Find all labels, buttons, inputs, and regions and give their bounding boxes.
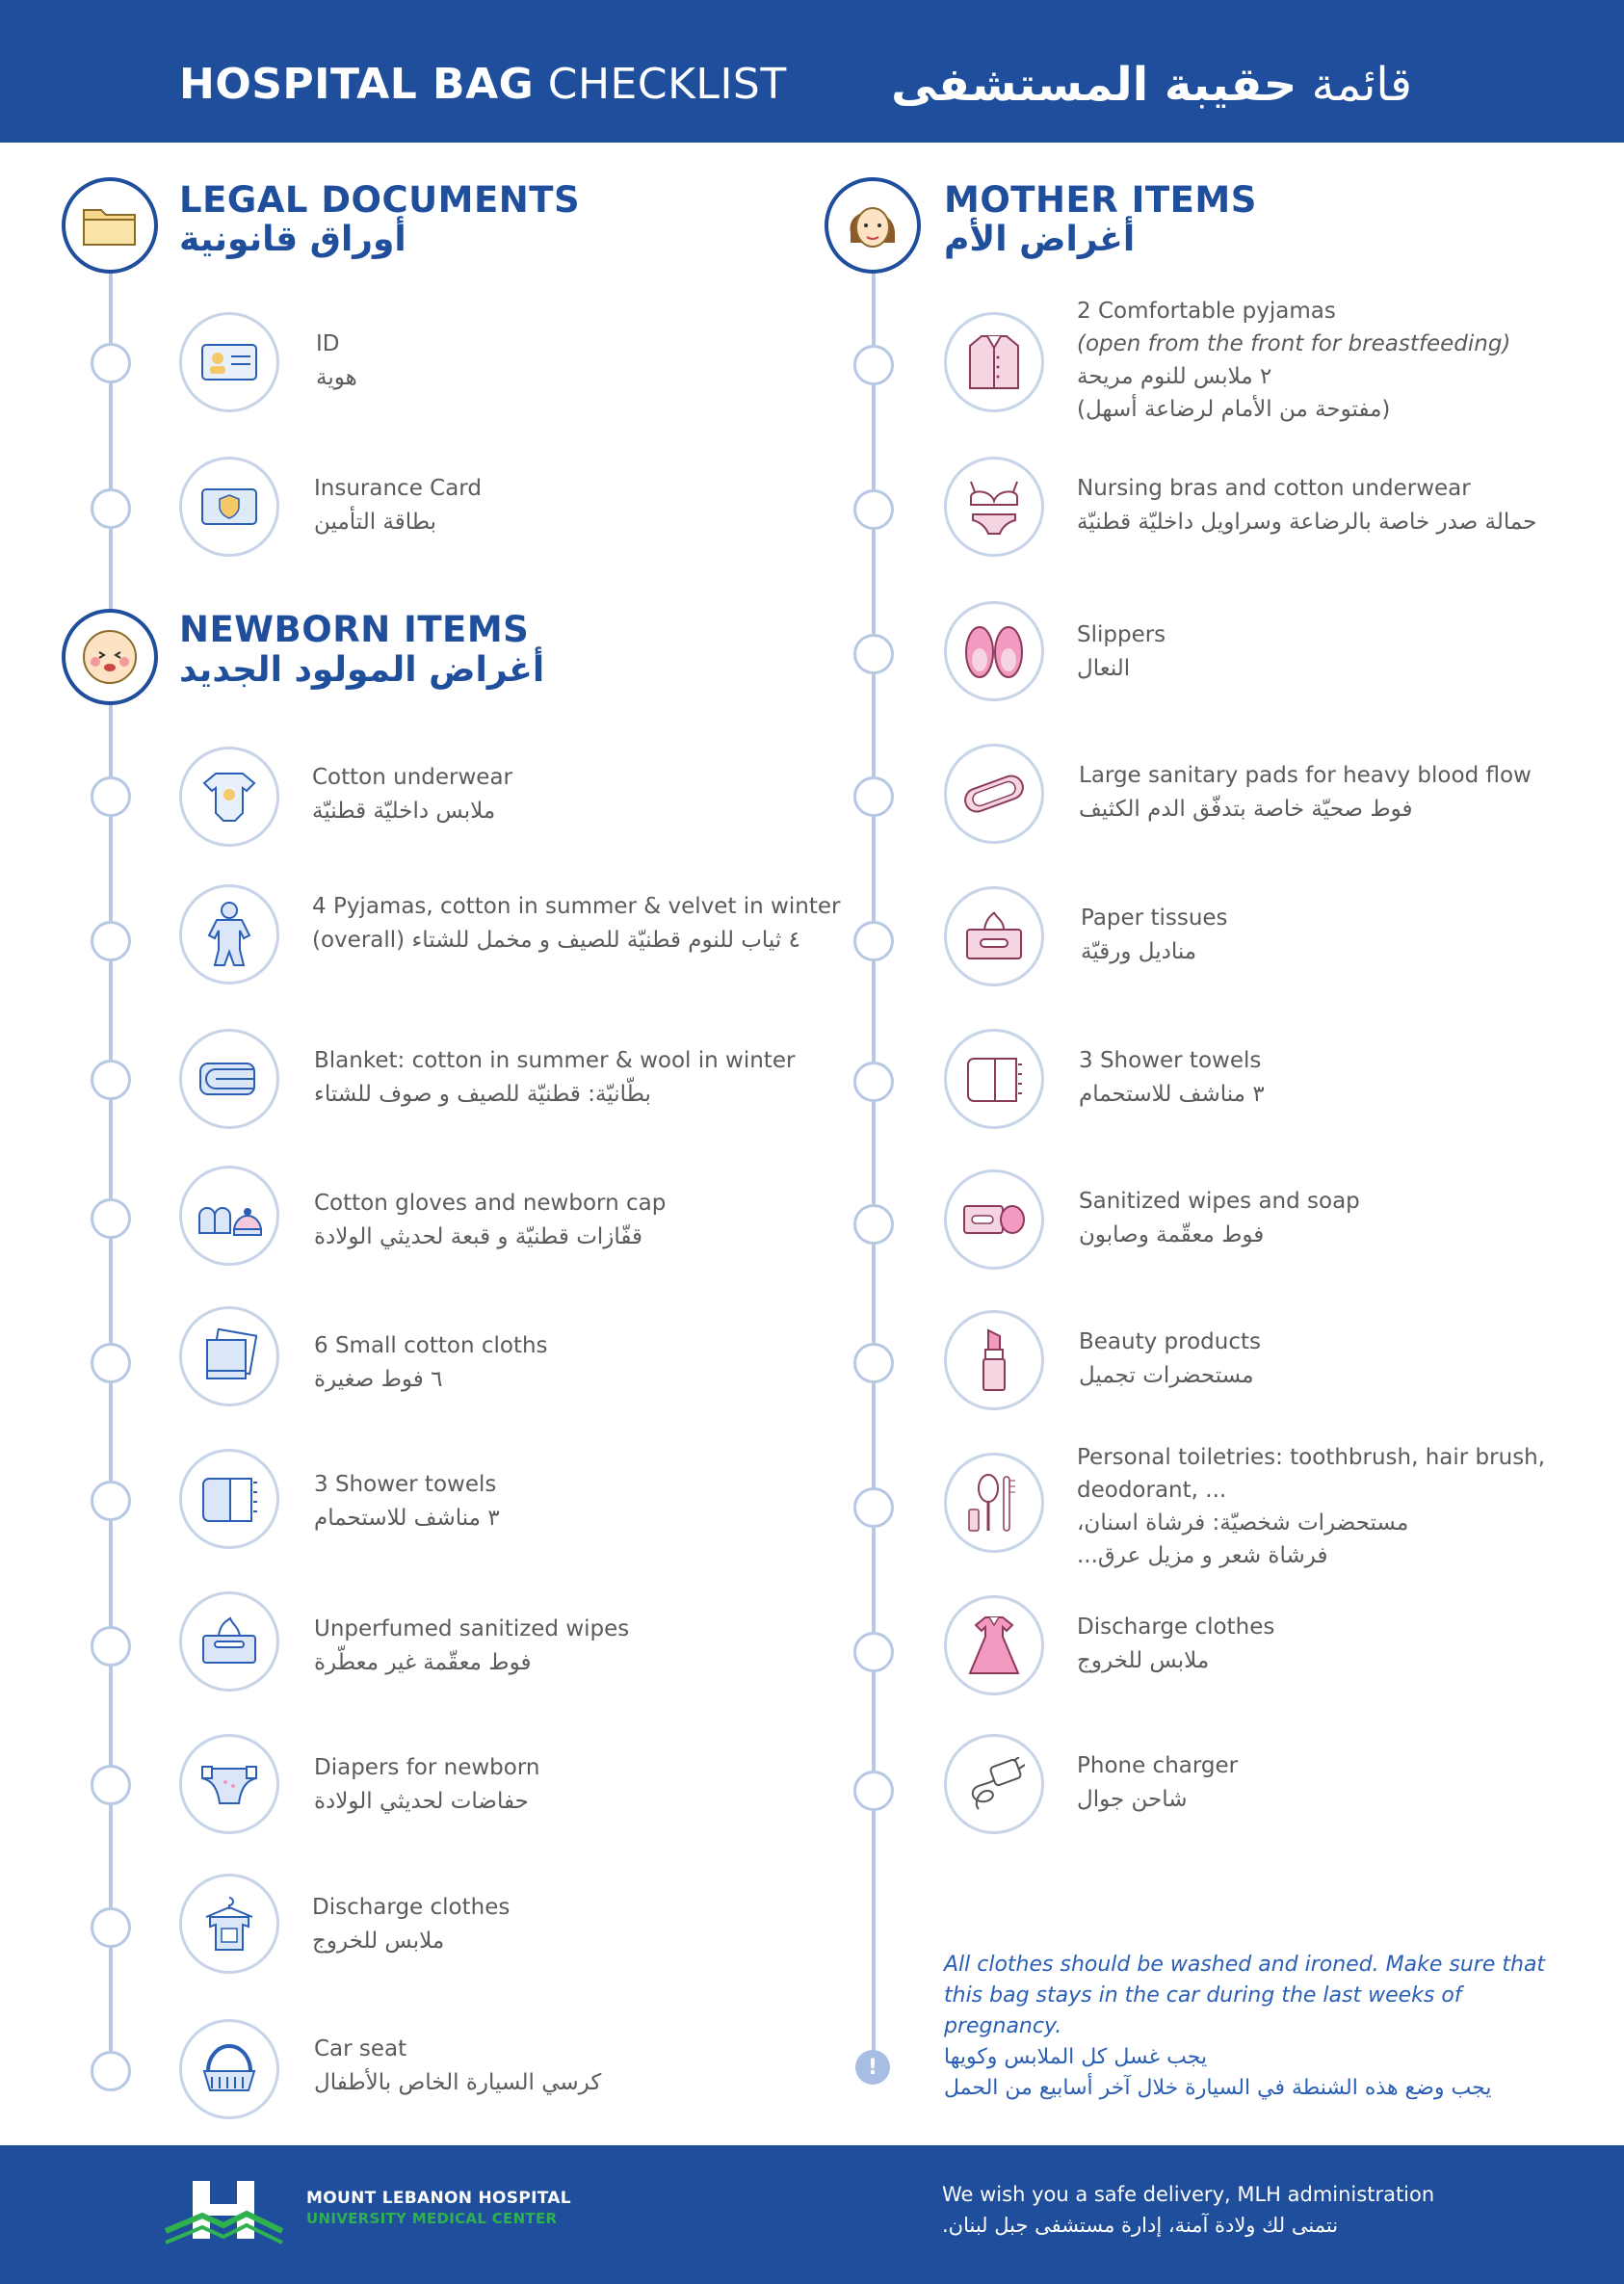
car-seat-icon bbox=[179, 2019, 279, 2119]
bra-underwear-icon bbox=[944, 457, 1044, 557]
newborn-section-title-ar: أغراض المولود الجديد bbox=[179, 650, 545, 690]
page-title-ar: قائمة حقيبة المستشفى bbox=[891, 58, 1412, 112]
sanitary-pad-icon bbox=[944, 744, 1044, 844]
mother-item: Discharge clothes ملابس للخروج bbox=[1077, 1615, 1275, 1673]
towels-icon bbox=[179, 1449, 279, 1549]
note-text-ar: يجب غسل كل الملابس وكويها يجب وضع هذه الشنطة في السيارة خلال آخر أسابيع من الحمل bbox=[944, 2045, 1492, 2100]
newborn-item: Discharge clothes ملابس للخروج bbox=[312, 1895, 511, 1954]
checkbox-dot[interactable] bbox=[91, 488, 131, 529]
checkbox-dot[interactable] bbox=[91, 1626, 131, 1667]
legal-item-insurance: Insurance Card بطاقة التأمين bbox=[314, 476, 482, 535]
checkbox-dot[interactable] bbox=[853, 1632, 894, 1672]
mother-item: Beauty products مستحضرات تجميل bbox=[1079, 1329, 1261, 1388]
checkbox-dot[interactable] bbox=[853, 634, 894, 674]
toiletries-icon bbox=[944, 1453, 1044, 1553]
pyjama-shirt-icon bbox=[944, 312, 1044, 412]
checkbox-dot[interactable] bbox=[91, 921, 131, 961]
legal-item-id: ID هوية bbox=[316, 331, 357, 390]
newborn-item: Cotton underwear ملابس داخليّة قطنيّة bbox=[312, 765, 512, 824]
diaper-icon bbox=[179, 1734, 279, 1834]
wipes-soap-icon bbox=[944, 1169, 1044, 1270]
page-title-en: HOSPITAL BAG CHECKLIST bbox=[179, 60, 787, 109]
checkbox-dot[interactable] bbox=[853, 345, 894, 385]
checkbox-dot[interactable] bbox=[853, 1343, 894, 1383]
mother-item: Large sanitary pads for heavy blood flow فوط صحيّة خاصة بتدفّق الدم الكثيف bbox=[1079, 763, 1532, 822]
newborn-item: 6 Small cotton cloths ٦ فوط صغيرة bbox=[314, 1333, 548, 1392]
newborn-item: Unperfumed sanitized wipes فوط معقّمة غير معطّرة bbox=[314, 1616, 630, 1675]
phone-charger-icon bbox=[944, 1734, 1044, 1834]
blanket-icon bbox=[179, 1029, 279, 1129]
checkbox-dot[interactable] bbox=[91, 1907, 131, 1948]
checkbox-dot[interactable] bbox=[91, 1198, 131, 1239]
footer-wish-ar: نتمنى لك ولادة آمنة، إدارة مستشفى جبل لبنان. bbox=[942, 2214, 1339, 2237]
baby-pyjama-icon bbox=[179, 884, 279, 984]
mother-face-icon bbox=[825, 177, 921, 274]
newborn-item: Cotton gloves and newborn cap قفّازات قطنيّة و قبعة لحديثي الولادة bbox=[314, 1191, 667, 1249]
lipstick-icon bbox=[944, 1310, 1044, 1410]
checkbox-dot[interactable] bbox=[91, 1481, 131, 1521]
checkbox-dot[interactable] bbox=[853, 1771, 894, 1811]
id-card-icon bbox=[179, 312, 279, 412]
mother-item: Nursing bras and cotton underwear حمالة صدر خاصة بالرضاعة وسراويل داخليّة قطنيّة bbox=[1077, 476, 1537, 535]
mother-item: Phone charger شاحن جوال bbox=[1077, 1753, 1239, 1812]
legal-section-title-ar: أوراق قانونية bbox=[179, 220, 406, 259]
checkbox-dot[interactable] bbox=[91, 776, 131, 817]
checkbox-dot[interactable] bbox=[853, 489, 894, 530]
mother-item: Slippers النعال bbox=[1077, 622, 1166, 681]
newborn-item: Diapers for newborn حفاضات لحديثي الولادة bbox=[314, 1755, 540, 1814]
checkbox-dot[interactable] bbox=[91, 1765, 131, 1805]
hanger-clothes-icon bbox=[179, 1874, 279, 1974]
newborn-item: 4 Pyjamas, cotton in summer & velvet in winter ٤ ثياب للنوم قطنيّة للصيف و مخمل للشتاء (overall) bbox=[312, 894, 841, 953]
hospital-subtitle: UNIVERSITY MEDICAL CENTER bbox=[306, 2210, 558, 2227]
hospital-name: MOUNT LEBANON HOSPITAL bbox=[306, 2189, 571, 2208]
checkbox-dot[interactable] bbox=[91, 343, 131, 383]
mother-item: Personal toiletries: toothbrush, hair brush, deodorant, ... مستحضرات شخصيّة: فرشاة اسنان، فرشاة شعر و مزيل عرق... bbox=[1077, 1445, 1546, 1568]
note-text-en: All clothes should be washed and ironed. Make sure that this bag stays in the car during the last weeks of pregnancy. bbox=[944, 1953, 1546, 2038]
footer-wish-en: We wish you a safe delivery, MLH administration bbox=[942, 2183, 1435, 2206]
checkbox-dot[interactable] bbox=[853, 1062, 894, 1102]
newborn-item: Car seat كرسي السيارة الخاص بالأطفال bbox=[314, 2036, 602, 2095]
towels-icon bbox=[944, 1029, 1044, 1129]
checkbox-dot[interactable] bbox=[91, 2051, 131, 2091]
alert-icon: ! bbox=[855, 2050, 890, 2085]
tissue-box-icon bbox=[944, 886, 1044, 986]
wipes-box-icon bbox=[179, 1591, 279, 1692]
checkbox-dot[interactable] bbox=[91, 1343, 131, 1383]
checkbox-dot[interactable] bbox=[853, 1204, 894, 1245]
slippers-icon bbox=[944, 601, 1044, 701]
legal-section-title: LEGAL DOCUMENTS bbox=[179, 179, 581, 221]
newborn-item: Blanket: cotton in summer & wool in winter بطّانيّة: قطنيّة للصيف و صوف للشتاء bbox=[314, 1048, 796, 1107]
mother-item: 3 Shower towels ٣ مناشف للاستحمام bbox=[1079, 1048, 1265, 1107]
mother-item: 2 Comfortable pyjamas (open from the front for breastfeeding) ٢ ملابس للنوم مريحة (مفتوحة من الأمام لرضاعة أسهل) bbox=[1077, 299, 1511, 422]
checkbox-dot[interactable] bbox=[91, 1060, 131, 1100]
insurance-card-icon bbox=[179, 457, 279, 557]
hospital-logo-icon bbox=[164, 2177, 284, 2254]
dress-icon bbox=[944, 1595, 1044, 1695]
checkbox-dot[interactable] bbox=[853, 776, 894, 817]
mother-item: Paper tissues مناديل ورقيّة bbox=[1081, 906, 1228, 964]
newborn-item: 3 Shower towels ٣ مناشف للاستحمام bbox=[314, 1472, 500, 1531]
onesie-icon bbox=[179, 747, 279, 847]
cloths-icon bbox=[179, 1306, 279, 1406]
baby-face-icon bbox=[62, 609, 158, 705]
newborn-section-title: NEWBORN ITEMS bbox=[179, 609, 530, 650]
mother-section-title: MOTHER ITEMS bbox=[944, 179, 1257, 221]
mother-section-title-ar: أغراض الأم bbox=[944, 220, 1136, 259]
checkbox-dot[interactable] bbox=[853, 1487, 894, 1528]
gloves-cap-icon bbox=[179, 1166, 279, 1266]
checkbox-dot[interactable] bbox=[853, 921, 894, 961]
mother-item: Sanitized wipes and soap فوط معقّمة وصابون bbox=[1079, 1189, 1360, 1247]
folder-icon bbox=[62, 177, 158, 274]
